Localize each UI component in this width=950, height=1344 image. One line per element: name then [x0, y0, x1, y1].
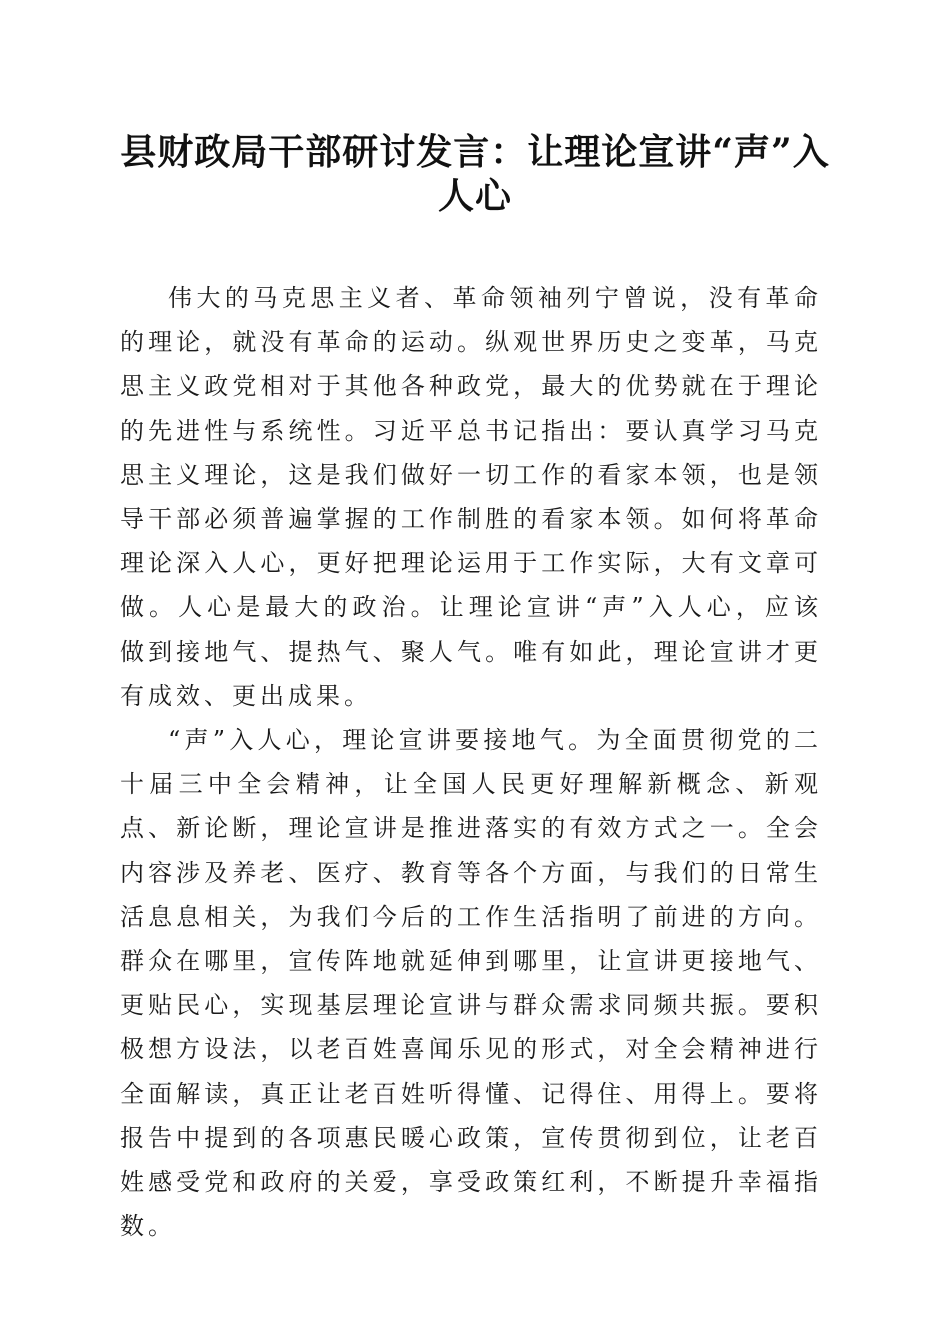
document-body	[120, 276, 822, 1248]
paragraph-2: “声”入人心，理论宣讲要接地气。为全面贯彻党的二十届三中全会精神，让全国人民更好理解新概念、新观点、新论断，理论宣讲是推进落实的有效方式之一。全会内容涉及养老、医疗、教育等各个方面，与我们的日常生活息息相关，为我们今后的工作生活指明了前进的方向。群众在哪里，宣传阵地就延伸到哪里，让宣讲更接地气、更贴民心，实现基层理论宣讲与群众需求同频共振。要积极想方设法，以老百姓喜闻乐见的形式，对全会精神进行全面解读，真正让老百姓听得懂、记得住、用得上。要将报告中提到的各项惠民暖心政策，宣传贯彻到位，让老百姓感受党和政府的关爱，享受政策红利，不断提升幸福指数。	[120, 726, 822, 1241]
paragraph-1: 伟大的马克思主义者、革命领袖列宁曾说，没有革命的理论，就没有革命的运动。纵观世界历史之变革，马克思主义政党相对于其他各种政党，最大的优势就在于理论的先进性与系统性。习近平总书记指出：要认真学习马克思主义理论，这是我们做好一切工作的看家本领，也是领导干部必须普遍掌握的工作制胜的看家本领。如何将革命理论深入人心，更好把理论运用于工作实际，大有文章可做。人心是最大的政治。让理论宣讲“声”入人心，应该做到接地气、提热气、聚人气。唯有如此，理论宣讲才更有成效、更出成果。	[120, 284, 822, 710]
document-title: 县财政局干部研讨发言：让理论宣讲“声”入人心	[120, 131, 830, 217]
